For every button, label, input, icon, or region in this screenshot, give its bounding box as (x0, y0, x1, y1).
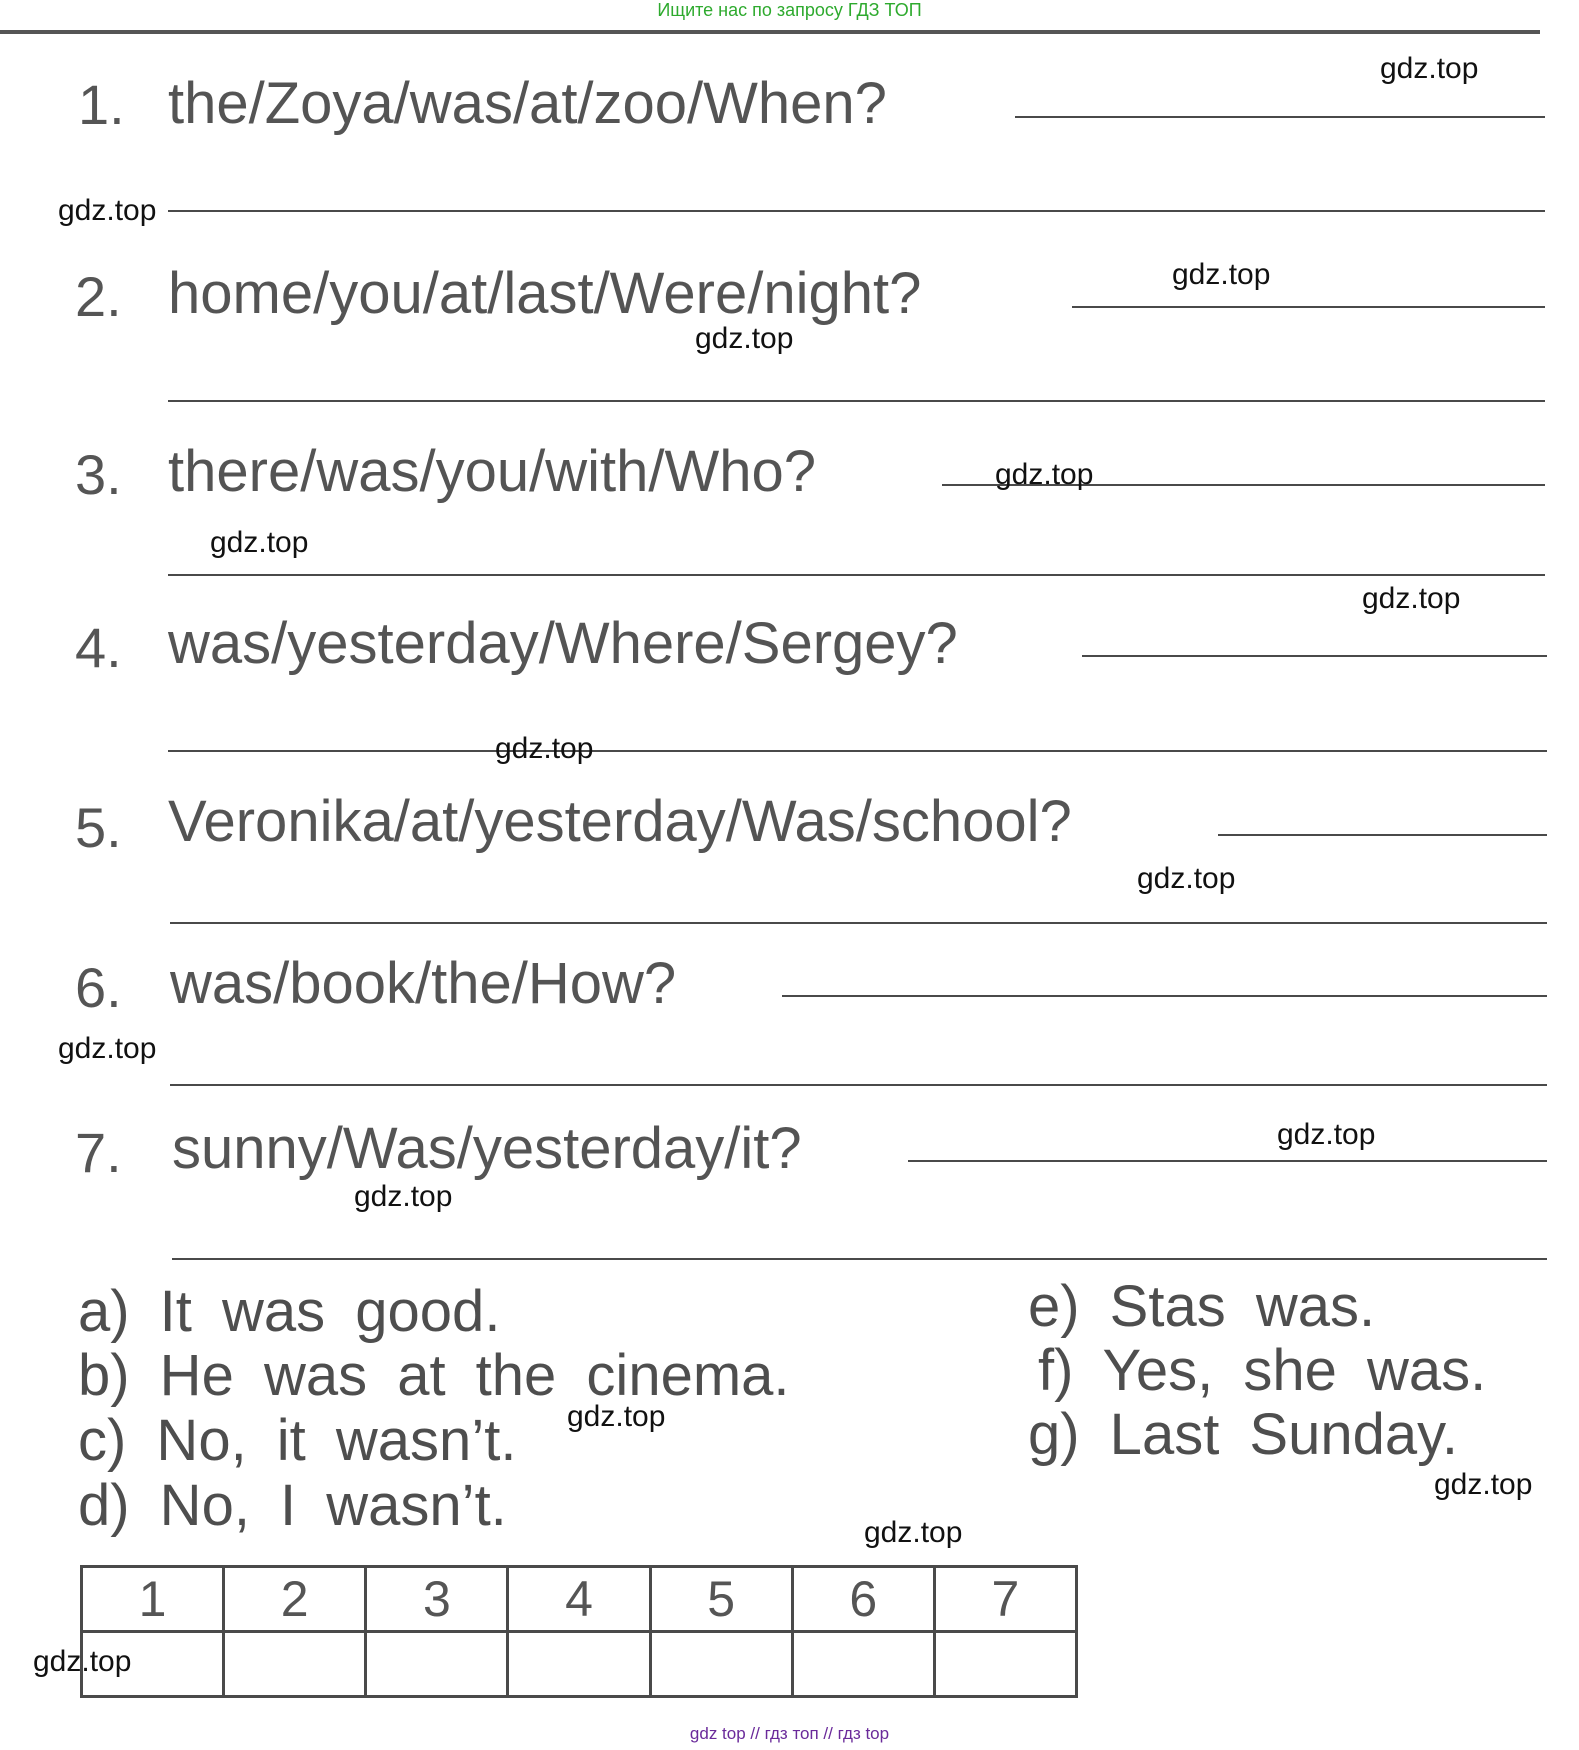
grid-answer-row (82, 1632, 1077, 1697)
grid-header-row (82, 1567, 1077, 1632)
question-number: 7. (75, 1121, 122, 1184)
grid-answer-cell[interactable] (508, 1632, 650, 1697)
grid-answer-cell[interactable] (792, 1632, 934, 1697)
watermark: gdz.top (1434, 1468, 1533, 1501)
question-text: was/book/the/How? (170, 951, 677, 1016)
answer-line[interactable] (1218, 834, 1547, 836)
answer-option-e: e) Stas was. (1028, 1274, 1376, 1339)
watermark: gdz.top (210, 526, 309, 559)
answer-option-a: a) It was good. (78, 1279, 501, 1344)
watermark: gdz.top (567, 1400, 666, 1433)
question-number: 4. (75, 616, 122, 679)
grid-answer-cell[interactable] (224, 1632, 366, 1697)
footer-watermark: gdz top // гдз топ // гдз top (689, 1724, 890, 1743)
grid-header-cell: 1 (82, 1567, 224, 1632)
grid-header-cell: 5 (650, 1567, 792, 1632)
question-text: was/yesterday/Where/Sergey? (168, 611, 958, 676)
grid-header-cell: 4 (508, 1567, 650, 1632)
answer-line[interactable] (168, 210, 1545, 212)
watermark: gdz.top (995, 458, 1094, 491)
watermark: gdz.top (33, 1645, 132, 1678)
grid-header-cell: 2 (224, 1567, 366, 1632)
answer-line[interactable] (782, 995, 1547, 997)
question-number: 3. (75, 443, 122, 506)
answer-grid (80, 1565, 1078, 1698)
watermark: gdz.top (354, 1180, 453, 1213)
watermark: gdz.top (1277, 1118, 1376, 1151)
answer-line[interactable] (168, 750, 1547, 752)
question-number: 2. (75, 265, 122, 328)
question-text: Veronika/at/yesterday/Was/school? (168, 789, 1072, 854)
watermark: gdz.top (1380, 52, 1479, 85)
watermark: gdz.top (495, 732, 594, 765)
watermark: gdz.top (695, 322, 794, 355)
watermark: gdz.top (1137, 862, 1236, 895)
top-banner: Ищите нас по запросу ГДЗ ТОП (657, 0, 922, 20)
question-number: 5. (75, 796, 122, 859)
answer-line[interactable] (168, 574, 1545, 576)
answer-option-c: c) No, it wasn’t. (78, 1408, 517, 1473)
question-number: 1. (78, 73, 125, 136)
watermark: gdz.top (58, 1032, 157, 1065)
answer-line[interactable] (170, 1084, 1547, 1086)
grid-answer-cell[interactable] (366, 1632, 508, 1697)
answer-line[interactable] (172, 1258, 1547, 1260)
watermark: gdz.top (1172, 258, 1271, 291)
grid-answer-cell[interactable] (934, 1632, 1076, 1697)
answer-option-g: g) Last Sunday. (1028, 1402, 1458, 1467)
answer-line[interactable] (1082, 655, 1547, 657)
watermark: gdz.top (864, 1516, 963, 1549)
answer-line[interactable] (908, 1160, 1547, 1162)
question-text: the/Zoya/was/at/zoo/When? (168, 71, 887, 136)
top-divider (0, 30, 1540, 34)
question-number: 6. (75, 956, 122, 1019)
grid-header-cell: 3 (366, 1567, 508, 1632)
answer-line[interactable] (168, 400, 1545, 402)
answer-line[interactable] (170, 922, 1547, 924)
answer-option-b: b) He was at the cinema. (78, 1343, 790, 1408)
answer-option-f: f) Yes, she was. (1038, 1338, 1487, 1403)
grid-header-cell: 7 (934, 1567, 1076, 1632)
question-text: home/you/at/last/Were/night? (168, 261, 922, 326)
question-text: there/was/you/with/Who? (168, 439, 816, 504)
answer-line[interactable] (1072, 306, 1545, 308)
question-text: sunny/Was/yesterday/it? (172, 1116, 802, 1181)
answer-option-d: d) No, I wasn’t. (78, 1473, 507, 1538)
watermark: gdz.top (58, 194, 157, 227)
answer-line[interactable] (1015, 116, 1545, 118)
grid-header-cell: 6 (792, 1567, 934, 1632)
watermark: gdz.top (1362, 582, 1461, 615)
grid-answer-cell[interactable] (650, 1632, 792, 1697)
